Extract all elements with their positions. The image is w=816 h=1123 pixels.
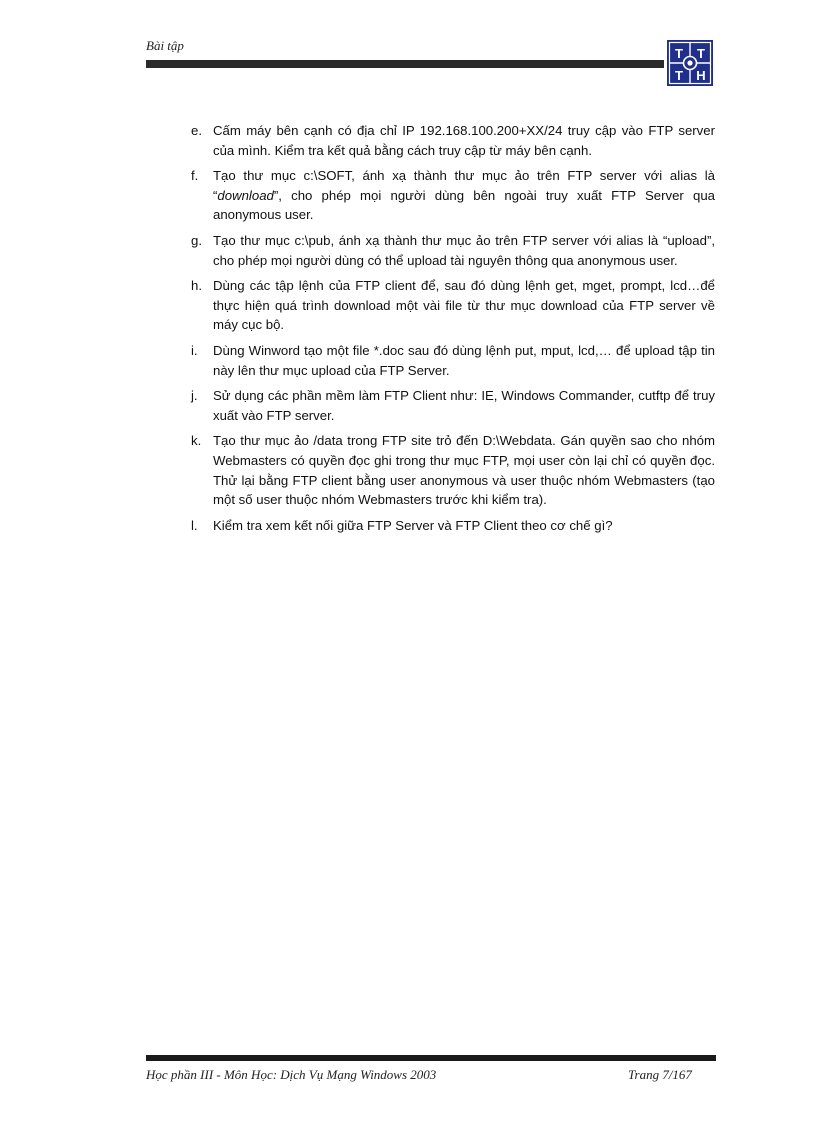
list-item-i: [191, 341, 715, 380]
logo-letter-2: T: [697, 46, 705, 61]
list-item-text: Tạo thư mục c:\pub, ánh xạ thành thư mục ảo trên FTP server với alias là “upload”, cho phép mọi người dùng có thể upload tài nguyên thông qua anonymous user.: [213, 232, 715, 268]
list-item-j: [191, 386, 715, 425]
tth-logo: [667, 40, 713, 86]
list-item-text: Sử dụng các phần mềm làm FTP Client như: IE, Windows Commander, cutftp để truy xuất vào FTP server.: [213, 388, 715, 423]
list-marker: l.: [191, 517, 198, 533]
list-item-text: Kiểm tra xem kết nối giữa FTP Server và FTP Client theo cơ chế gì?: [213, 517, 613, 533]
list-item-g: [191, 231, 715, 270]
list-marker: i.: [191, 342, 198, 358]
alias-download: download: [217, 187, 274, 203]
header-title: Bài tập: [146, 38, 184, 53]
logo-letter-4: H: [696, 68, 706, 83]
list-marker: e.: [191, 123, 202, 138]
list-item-f: [191, 166, 715, 225]
list-item-text: Tạo thư mục ảo /data trong FTP site trỏ đến D:\Webdata. Gán quyền sao cho nhóm Webmasters có quyền đọc ghi trong thư mục FTP, mọi user còn lại chỉ có quyền đọc. Thử lại bằng FTP client bằng user anonymous và user thuộc nhóm Webmasters (tạo một số user thuộc nhóm Webmasters trước khi kiểm tra).: [213, 433, 715, 508]
list-marker: k.: [191, 433, 202, 449]
footer-page-number: Trang 7/167: [628, 1067, 692, 1082]
header-rule: [146, 60, 664, 68]
list-item-e: [191, 121, 715, 160]
list-item-text: Cấm máy bên cạnh có địa chỉ IP 192.168.100.200+XX/24 truy cập vào FTP server của mình. Kiểm tra kết quả bằng cách truy cập từ máy bên cạnh.: [213, 123, 715, 158]
logo-letter-1: T: [675, 46, 683, 61]
list-marker: g.: [191, 232, 202, 248]
list-marker: h.: [191, 278, 202, 294]
list-item-h: [191, 276, 715, 335]
list-item-text: Dùng các tập lệnh của FTP client để, sau đó dùng lệnh get, mget, prompt, lcd…để thực hiện quá trình download một vài file từ thư mục download của FTP server về máy cục bộ.: [213, 278, 715, 333]
list-item-k: [191, 431, 715, 509]
list-item-text: Tạo thư mục c:\SOFT, ánh xạ thành thư mục ảo trên FTP server với alias là “download”, cho phép mọi người dùng bên ngoài truy xuất FTP Server qua anonymous user.: [213, 168, 715, 223]
footer-rule: [146, 1055, 716, 1061]
exercise-list: [191, 121, 715, 541]
list-marker: f.: [191, 168, 199, 184]
logo-letter-3: T: [675, 68, 683, 83]
list-item-l: [191, 516, 715, 536]
list-item-text: Dùng Winword tạo một file *.doc sau đó dùng lệnh put, mput, lcd,… để upload tập tin này lên thư mục upload của FTP Server.: [213, 342, 715, 378]
footer-course-title: Học phần III - Môn Học: Dịch Vụ Mạng Windows 2003: [146, 1067, 437, 1082]
list-marker: j.: [191, 388, 198, 404]
